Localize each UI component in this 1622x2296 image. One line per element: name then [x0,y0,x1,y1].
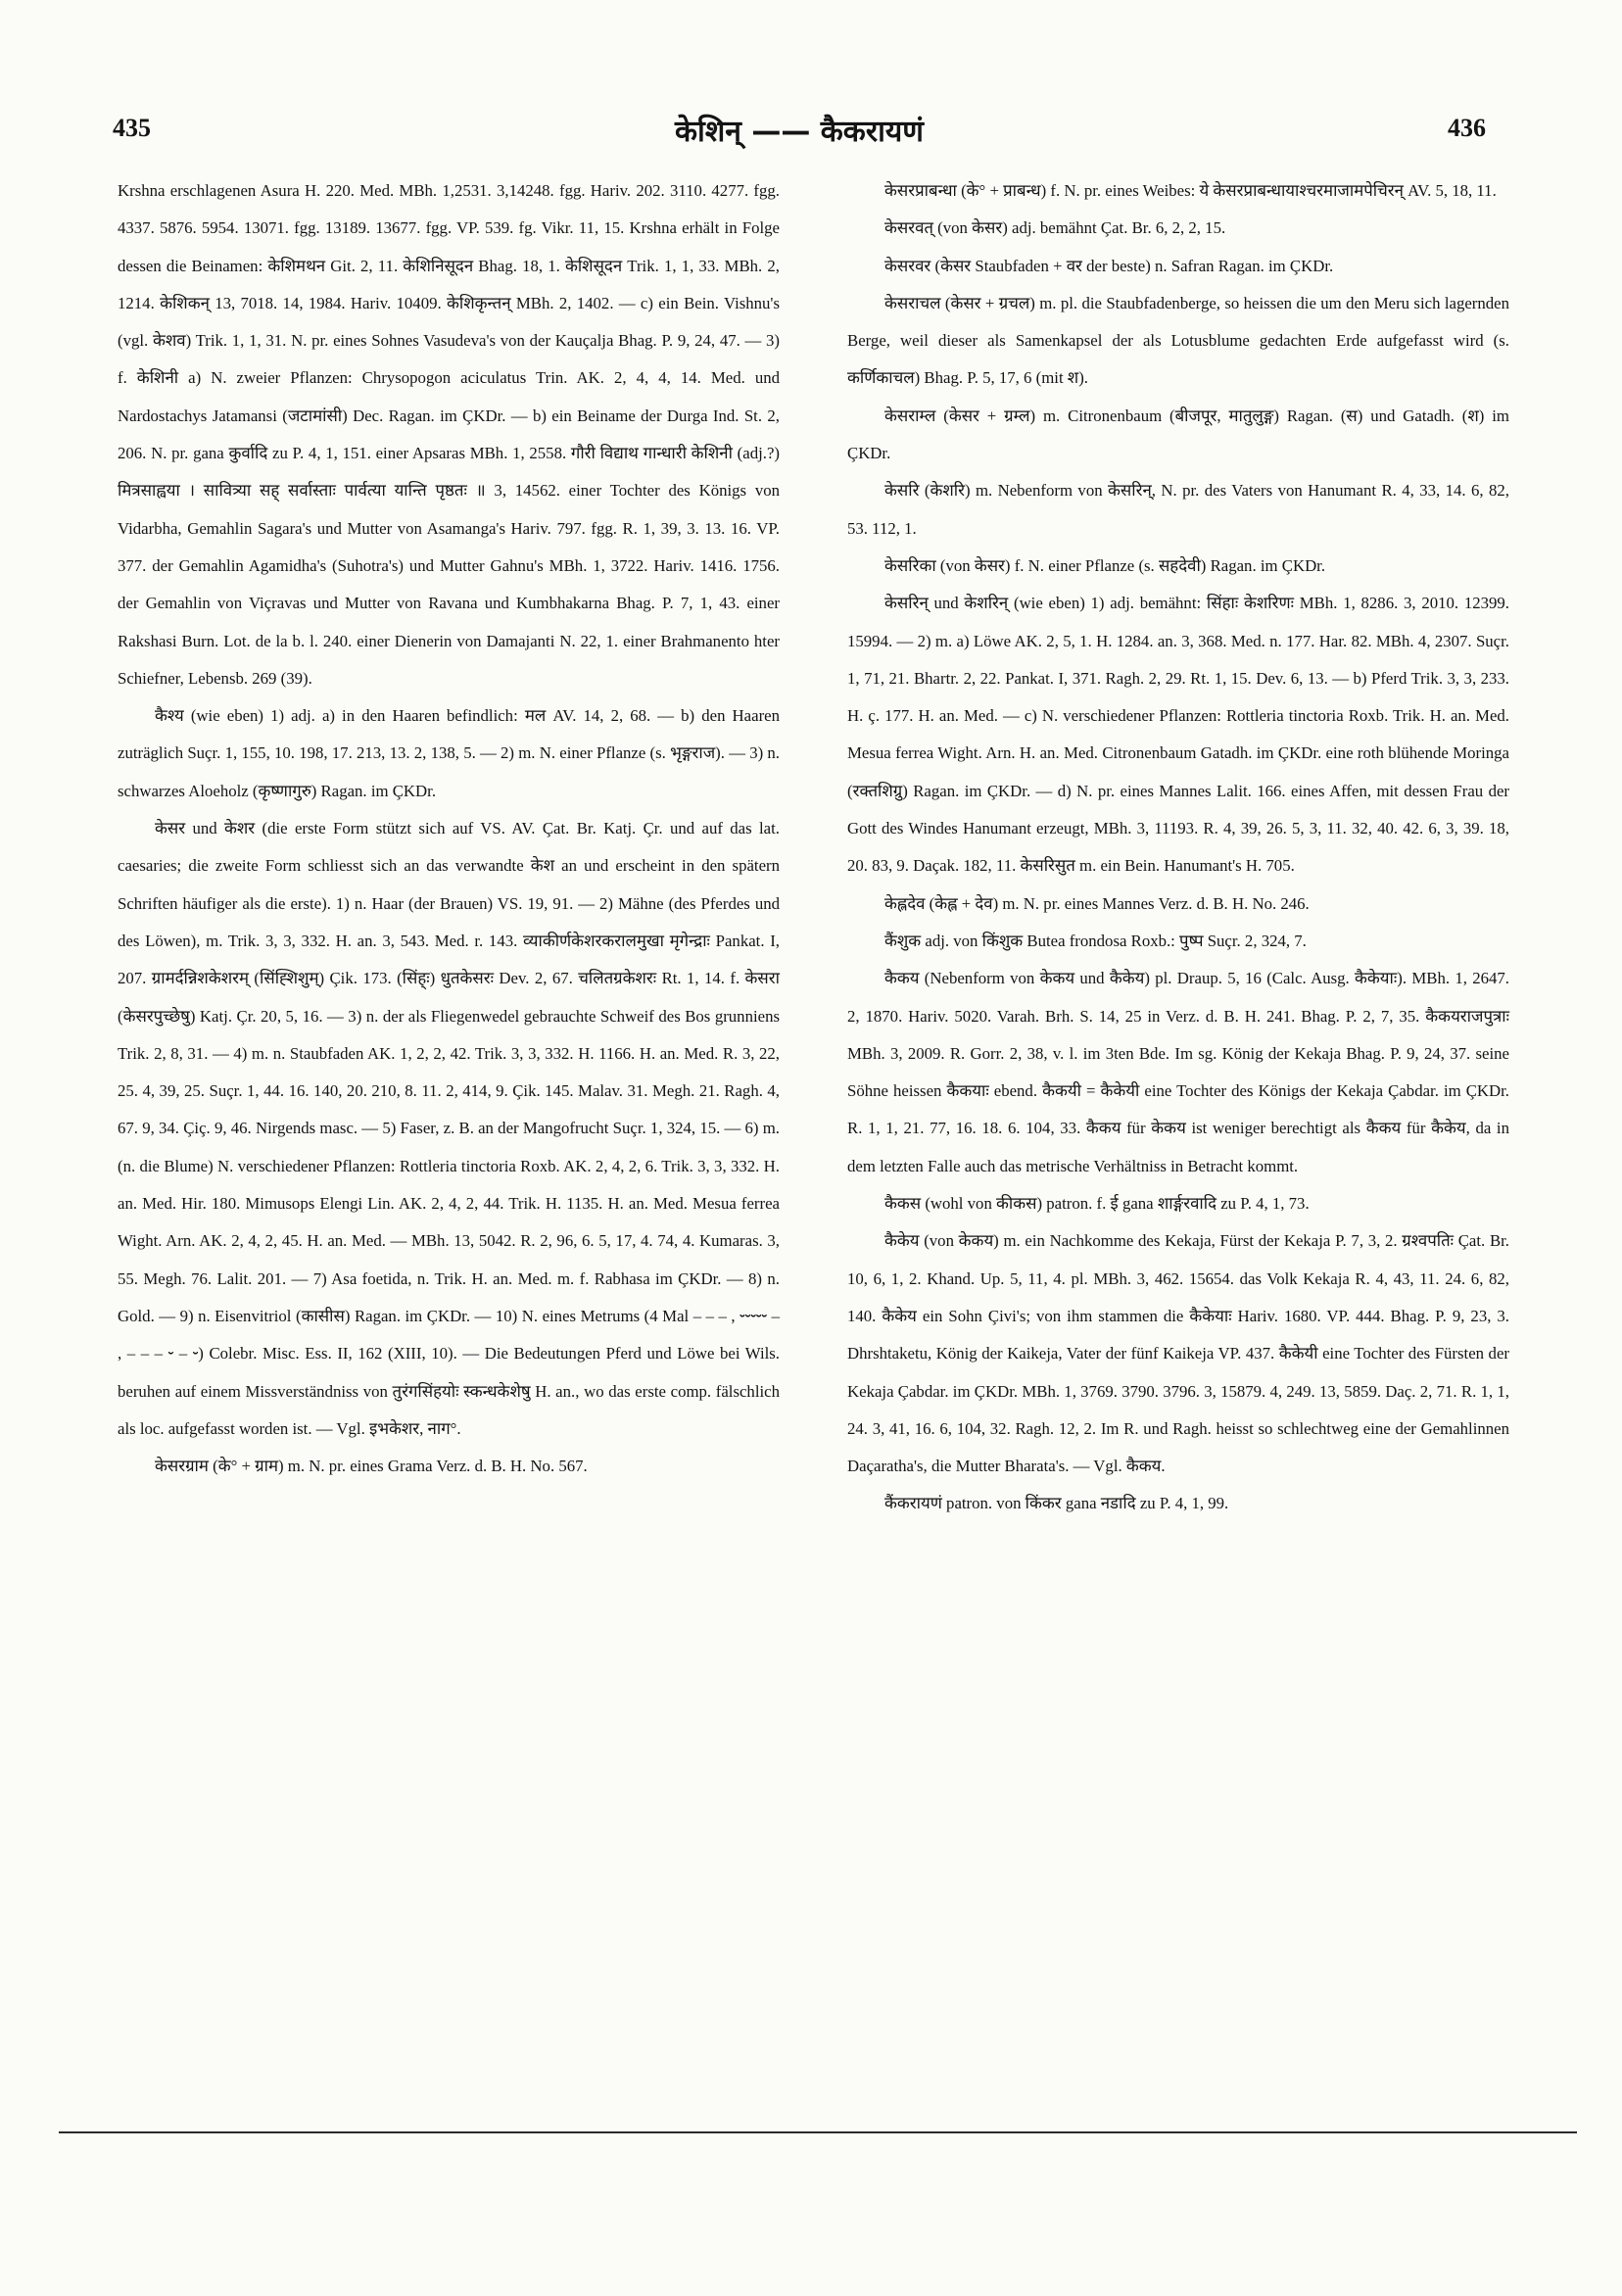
dictionary-entry: केसरि (केशरि) m. Nebenform von केसरिन्, N. pr. des Vaters von Hanumant R. 4, 33, 14. 6, 82, 53. 112, 1. [847,481,1509,538]
dictionary-entry: Krshna erschlagenen Asura H. 220. Med. MBh. 1,2531. 3,14248. fgg. Hariv. 202. 3110. 4277. fgg. 4337. 5876. 5954. 13071. fgg. 13189. 13677. fgg. VP. 539. fg. Vikr. 11, 15. Krshna erhält in Folge dessen die Beinamen: केशिमथन Git. 2, 11. केशिनिसूदन Bhag. 18, 1. केशिसूदन Trik. 1, 1, 33. MBh. 2, 1214. केशिकन् 13, 7018. 14, 1984. Hariv. 10409. केशिकृन्तन् MBh. 2, 1402. — c) ein Bein. Vishnu's (vgl. केशव) Trik. 1, 1, 31. N. pr. eines Sohnes Vasudeva's von der Kauçalja Bhag. P. 9, 24, 47. — 3) f. केशिनी a) N. zweier Pflanzen: Chrysopogon aciculatus Trin. AK. 2, 4, 4, 14. Med. und Nardostachys Jatamansi (जटामांसी) Dec. Ragan. im ÇKDr. — b) ein Beiname der Durga Ind. St. 2, 206. N. pr. gana कुर्वादि zu P. 4, 1, 151. einer Apsaras MBh. 1, 2558. गौरी विद्याथ गान्धारी केशिनी (adj.?) मित्रसाह्वया । सावित्र्या सह् सर्वास्ताः पार्वत्या यान्ति पृष्ठतः ॥ 3, 14562. einer Tochter des Königs von Vidarbha, Gemahlin Sagara's und Mutter von Asamanga's Hariv. 797. fgg. R. 1, 39, 3. 13. 16. VP. 377. der Gemahlin Agamidha's (Suhotra's) und Mutter Gahnu's MBh. 1, 3722. Hariv. 1416. 1756. der Gemahlin von Viçravas und Mutter von Ravana und Kumbhakarna Bhag. P. 7, 1, 43. einer Rakshasi Burn. Lot. de la b. l. 240. einer Dienerin von Damajanti N. 22, 1. einer Brahmanento hter Schiefner, Lebensb. 269 (39). [118,181,780,688]
dictionary-entry: केसरिन् und केशरिन् (wie eben) 1) adj. bemähnt: सिंहाः केशरिणः MBh. 1, 8286. 3, 2010. 12399. 15994. — 2) m. a) Löwe AK. 2, 5, 1. H. 1284. an. 3, 368. Med. n. 177. Har. 82. MBh. 4, 2307. Suçr. 1, 71, 21. Bhartr. 2, 22. Pankat. I, 371. Ragh. 2, 29. Rt. 1, 15. Dev. 6, 13. — b) Pferd Trik. 3, 3, 233. H. ç. 177. H. an. Med. — c) N. verschiedener Pflanzen: Rottleria tinctoria Roxb. Trik. H. an. Med. Mesua ferrea Wight. Arn. H. an. Med. Citronenbaum Gatadh. im ÇKDr. eine roth blühende Moringa (रक्तशिग्रु) Ragan. im ÇKDr. — d) N. pr. eines Mannes Lalit. 166. eines Affen, mit dessen Frau der Gott des Windes Hanumant erzeugt, MBh. 3, 11193. R. 4, 39, 26. 5, 3, 11. 32, 40. 42. 6, 3, 39. 18, 20. 83, 9. Daçak. 182, 11. केसरिसुत m. ein Bein. Hanumant's H. 705. [847,594,1509,876]
dictionary-entry: केसराम्ल (केसर + ग्रम्ल) m. Citronenbaum (बीजपूर, मातुलुङ्ग) Ragan. (स) und Gatadh. (श) im ÇKDr. [847,406,1509,463]
dictionary-entry: कैकय (Nebenform von केकय und कैकेय) pl. Draup. 5, 16 (Calc. Ausg. कैकेयाः). MBh. 1, 2647. 2, 1870. Hariv. 5020. Varah. Brh. S. 14, 25 in Verz. d. B. H. 241. Bhag. P. 2, 7, 35. कैकयराजपुत्राः MBh. 3, 2009. R. Gorr. 2, 38, v. l. im 3ten Bde. Im sg. König der Kekaja Bhag. P. 9, 24, 37. seine Söhne heissen कैकयाः ebend. कैकयी = कैकेयी eine Tochter des Königs der Kekaja Çabdar. im ÇKDr. R. 1, 1, 21. 77, 16. 18. 6. 104, 33. कैकय für केकय ist weniger berechtigt als कैकय für कैकेय, da in dem letzten Falle auch das metrische Verhältniss in Betracht kommt. [847,969,1509,1175]
dictionary-entry: कैंकरायणं patron. von किंकर gana नडादि zu P. 4, 1, 99. [884,1494,1229,1513]
page-header [113,110,1486,159]
dictionary-entry: केसरग्राम (के° + ग्राम) m. N. pr. eines Grama Verz. d. B. H. No. 567. [155,1457,588,1476]
dictionary-entry: कैकस (wohl von कीकस) patron. f. ई gana शार्ङ्गरवादि zu P. 4, 1, 73. [884,1194,1310,1214]
left-column [118,172,780,1485]
dictionary-entry: कैंशुक adj. von किंशुक Butea frondosa Roxb.: पुष्प Suçr. 2, 324, 7. [884,931,1307,950]
dictionary-entry: केसरवत् (von केसर) adj. bemähnt Çat. Br. 6, 2, 2, 15. [884,218,1226,238]
page-number-right: 436 [1448,114,1486,142]
footer-divider [59,2131,1577,2133]
dictionary-entry: केसर und केशर (die erste Form stützt sich auf VS. AV. Çat. Br. Katj. Çr. und auf das lat. caesaries; die zweite Form schliesst sich an das verwandte केश an und erscheint in den spätern Schriften häufiger als die erste). 1) n. Haar (der Brauen) VS. 19, 91. — 2) Mähne (des Pferdes und des Löwen), m. Trik. 3, 3, 332. H. an. 3, 543. Med. r. 143. व्याकीर्णकेशरकरालमुखा मृगेन्द्राः Pankat. I, 207. ग्रामर्दन्निशकेशरम् (सिंह्शिशुम्) Çik. 173. (सिंह्ः) धुतकेसरः Dev. 2, 67. चलितग्रकेशरः Rt. 1, 14. f. केसरा (केसरपुच्छेषु) Katj. Çr. 20, 5, 16. — 3) n. der als Fliegenwedel gebrauchte Schweif des Bos grunniens Trik. 2, 8, 31. — 4) m. n. Staubfaden AK. 1, 2, 2, 42. Trik. 3, 3, 332. H. 1166. H. an. Med. R. 3, 22, 25. 4, 39, 25. Suçr. 1, 44. 16. 140, 20. 210, 8. 11. 2, 414, 9. Çik. 145. Malav. 31. Megh. 21. Ragh. 4, 67. 9, 34. Çiç. 9, 46. Nirgends masc. — 5) Faser, z. B. an der Mangofrucht Suçr. 1, 324, 15. — 6) m. (n. die Blume) N. verschiedener Pflanzen: Rottleria tinctoria Roxb. AK. 2, 4, 2, 6. Trik. 3, 3, 332. H. an. Med. Hir. 180. Mimusops Elengi Lin. AK. 2, 4, 2, 44. Trik. H. 1135. H. an. Med. Mesua ferrea Wight. Arn. AK. 2, 4, 2, 45. H. an. Med. — MBh. 13, 5042. R. 2, 96, 6. 5, 17, 4. 74, 4. Kumaras. 3, 55. Megh. 76. Lalit. 201. — 7) Asa foetida, n. Trik. H. an. Med. m. f. Rabhasa im ÇKDr. — 8) n. Gold. — 9) n. Eisenvitriol (कासीस) Ragan. im ÇKDr. — 10) N. eines Metrums (4 Mal – – – , ⏑⏑⏑⏑⏑ – , – – – ⏑ – ⏑) Colebr. Misc. Ess. II, 162 (XIII, 10). — Die Bedeutungen Pferd und Löwe bei Wils. beruhen auf einem Missverständniss von तुरंगसिंहयोः स्कन्धकेशेषु H. an., wo das erste comp. fälschlich als loc. aufgefasst worden ist. — Vgl. इभकेशर, नाग°. [118,819,780,1438]
page-title: केशिन् —— कैकरायणं [675,115,924,149]
dictionary-entry: कैकेय (von केकय) m. ein Nachkomme des Kekaja, Fürst der Kekaja P. 7, 3, 2. ग्रश्वपतिः Çat. Br. 10, 6, 1, 2. Khand. Up. 5, 11, 4. pl. MBh. 3, 462. 15654. das Volk Kekaja R. 4, 43, 11. 24. 6, 82, 140. कैकेय ein Sohn Çivi's; von ihm stammen die कैकेयाः Hariv. 1680. VP. 444. Bhag. P. 9, 23, 3. Dhrshtaketu, König der Kaikeja, Vater der fünf Kaikeja VP. 437. कैकेयी eine Tochter des Fürsten der Kekaja Çabdar. im ÇKDr. MBh. 1, 3769. 3790. 3796. 3, 15879. 4, 249. 13, 5859. Daç. 2, 71. R. 1, 1, 24. 3, 41, 16. 6, 104, 32. Ragh. 12, 2. Im R. und Ragh. heisst so schlechtweg eine der Gemahlinnen Daçaratha's, die Mutter Bharata's. — Vgl. कैकय. [847,1231,1509,1476]
dictionary-entry: केसराचल (केसर + ग्रचल) m. pl. die Staubfadenberge, so heissen die um den Meru sich lagernden Berge, weil dieser als Samenkapsel der als Lotusblume gedachten Erde aufgefasst wird (s. कर्णिकाचल) Bhag. P. 5, 17, 6 (mit श). [847,293,1509,388]
dictionary-entry: केह्लदेव (केह्ल + देव) m. N. pr. eines Mannes Verz. d. B. H. No. 246. [884,893,1310,913]
right-column [847,172,1509,1523]
dictionary-entry: केसरवर (केसर Staubfaden + वर der beste) n. Safran Ragan. im ÇKDr. [884,256,1334,275]
dictionary-entry: कैश्य (wie eben) 1) adj. a) in den Haaren befindlich: मल AV. 14, 2, 68. — b) den Haaren zuträglich Suçr. 1, 155, 10. 198, 17. 213, 13. 2, 138, 5. — 2) m. N. einer Pflanze (s. भृङ्गराज). — 3) n. schwarzes Aloeholz (कृष्णागुरु) Ragan. im ÇKDr. [118,706,780,800]
dictionary-entry: केसरप्राबन्धा (के° + प्राबन्ध) f. N. pr. eines Weibes: ये केसरप्राबन्धायाश्चरमाजामपेचिरन् AV. 5, 18, 11. [884,181,1497,200]
page-number-left: 435 [113,114,151,142]
dictionary-entry: केसरिका (von केसर) f. N. einer Pflanze (s. सहदेवी) Ragan. im ÇKDr. [884,555,1326,575]
